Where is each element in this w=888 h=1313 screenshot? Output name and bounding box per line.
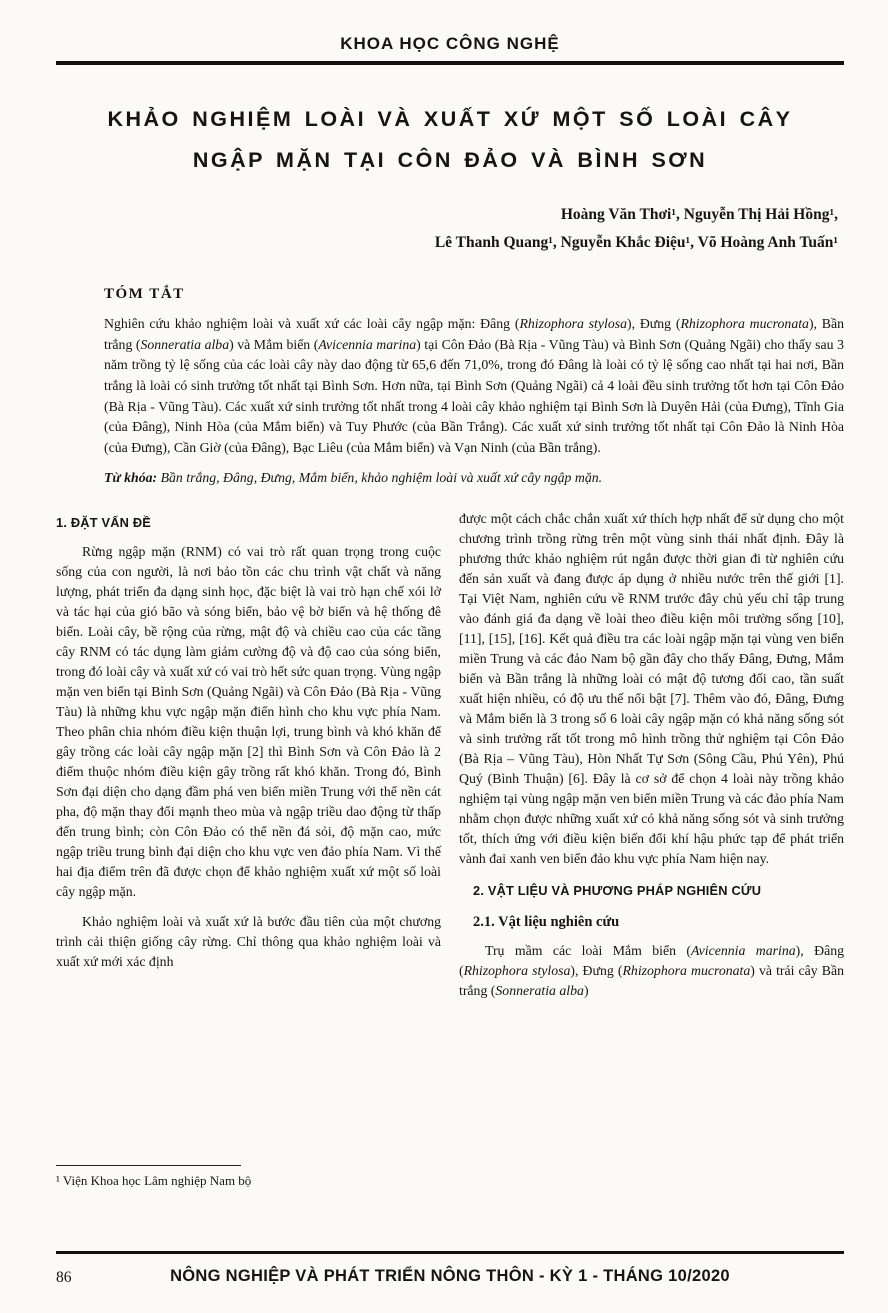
intro-paragraph-1: Rừng ngập mặn (RNM) có vai trò rất quan trọng trong cuộc sống của con người, là nơi bảo tồn các chu trình vật chất và năng lượng, phát triển đa dạng sinh học, đặc biệt là vai trò hạn chế xói lở và tác hại của gió bão và sóng biển, bảo vệ bờ biển và hệ thống đê biển. Loài cây, bề rộng của rừng, mật độ và chiều cao của các tầng cây RNM có tác dụng làm giảm cường độ và độ cao của sóng biển, trong đó loài cây và xuất xứ có vai trò hết sức quan trọng. Vùng ngập mặn ven biển tại Bình Sơn (Quảng Ngãi) và Côn Đảo (Bà Rịa - Vũng Tàu) là những khu vực ngập mặn điển hình cho khu vực phía Nam. Theo phân chia nhóm điều kiện thuận lợi, trung bình và khó khăn để gây trồng các loài cây ngập mặn [2] thì Bình Sơn và Côn Đảo là 2 điểm thuộc nhóm điều kiện gây trồng rất khó khăn. Trong đó, Bình Sơn đại diện cho dạng đầm phá ven biển miền Trung với thể nền cát pha, độ mặn thay đổi mạnh theo mùa và ngập triều dao động từ thấp đến trung bình; còn Côn Đảo có thể nền đá sỏi, độ mặn cao, mức ngập triều trung bình đại diện cho khu vực ven đảo phía Nam. Vì thế hai địa điểm trên đã được chọn để khảo nghiệm xuất xứ một số loài cây ngập mặn. xyxy=(56,543,441,899)
header-rule xyxy=(56,61,844,65)
left-column xyxy=(56,509,441,1195)
section-1-heading: 1. ĐẶT VẤN ĐỀ xyxy=(56,514,152,530)
footnote-block xyxy=(56,1165,441,1195)
running-header xyxy=(56,34,844,65)
page-footer xyxy=(56,1251,844,1292)
article-title-line1: KHẢO NGHIỆM LOÀI VÀ XUẤT XỨ MỘT SỐ LOÀI CÂY xyxy=(107,107,793,131)
article-title-line2: NGẬP MẶN TẠI CÔN ĐẢO VÀ BÌNH SƠN xyxy=(192,147,708,172)
footnote-text: ¹ Viện Khoa học Lâm nghiệp Nam bộ xyxy=(56,1172,252,1188)
journal-section-title: KHOA HỌC CÔNG NGHỆ xyxy=(340,34,560,53)
authors-block xyxy=(56,201,844,258)
footnote-rule xyxy=(56,1165,241,1166)
section-2-1-heading: 2.1. Vật liệu nghiên cứu xyxy=(473,913,620,930)
keywords-line: Từ khóa: Bần trắng, Đâng, Đưng, Mắm biển, khảo nghiệm loài và xuất xứ cây ngập mặn. xyxy=(104,469,603,485)
intro-paragraph-3: được một cách chắc chắn xuất xứ thích hợp nhất để sử dụng cho một chương trình trồng rừng trên một vùng sinh thái nhất định. Đây là phương thức khảo nghiệm rút ngắn được thời gian đi từ nghiên cứu đến sản xuất và đang được áp dụng ở nhiều nước trên thế giới [1]. Tại Việt Nam, nghiên cứu về RNM trước đây chủ yếu chỉ tập trung vào đánh giá đa dạng về loài theo điều kiện môi trường sống [10], [11], [15], [16]. Kết quả điều tra các loài ngập mặn tại vùng ven biển miền Trung và các đảo Nam bộ gần đây cho thấy Đâng, Đưng, Mắm biển và Bần trắng là những loài có mật độ tương đối cao, tần suất xuất hiện nhiều, có độ ưu thế nổi bật [7]. Thêm vào đó, Đâng, Đưng và Mắm biển là 3 trong số 6 loài cây ngập mặn có khả năng sống sót và sinh trưởng rất tốt trong mô hình trồng thử nghiệm tại Côn Đảo (Bà Rịa – Vũng Tàu), Hòn Nhất Tự Sơn (Sông Cầu, Phú Yên), Phú Quý (Bình Thuận) [6]. Đây là cơ sở để chọn 4 loài này trồng khảo nghiệm tại vùng ngập mặn ven biển miền Trung và các đảo phía Nam nhằm chọn được những xuất xứ có khả năng sống sót và sinh trưởng tốt, thích ứng với điều kiện biến đổi khí hậu phức tạp để phát triển vành đai xanh ven biển đảo khu vực phía Nam hiện nay. xyxy=(459,510,844,866)
two-column-body xyxy=(56,509,844,1195)
footer-rule xyxy=(56,1251,844,1255)
abstract-text: Nghiên cứu khảo nghiệm loài và xuất xứ các loài cây ngập mặn: Đâng (Rhizophora stylosa), Đưng (Rhizophora mucronata), Bần trắng (Sonneratia alba) và Mắm biển (Avicennia marina) tại Côn Đảo (Bà Rịa - Vũng Tàu) và Bình Sơn (Quảng Ngãi) cho thấy sau 3 năm trồng tỷ lệ sống của các loài cây này dao động từ 65,6 đến 71,0%, trong đó Đâng là loài có tỷ lệ sống cao nhất tại hai nơi, Bần trắng là loài có sinh trưởng tốt nhất tại Bình Sơn. Hơn nữa, tại Bình Sơn (Quảng Ngãi) cả 4 loài đều sinh trưởng tốt hơn tại Côn Đảo (Bà Rịa - Vũng Tàu). Các xuất xứ sinh trưởng tốt nhất trong 4 loài cây khảo nghiệm tại Bình Sơn là Duyên Hải (của Đưng), Tĩnh Gia (của Đâng), Ninh Hòa (của Mắm biển) và Tuy Phước (của Bần Trắng). Các xuất xứ sinh trưởng tốt nhất tại Côn Đảo là Ninh Hòa (của Đưng), Cần Giờ (của Đâng), Bạc Liêu (của Mắm biển) và Vạn Ninh (của Bần trắng). xyxy=(104,316,845,456)
article-title xyxy=(56,99,844,181)
materials-paragraph: Trụ mầm các loài Mắm biển (Avicennia marina), Đâng (Rhizophora stylosa), Đưng (Rhizophora mucronata) và trái cây Bần trắng (Sonneratia alba) xyxy=(459,942,844,998)
journal-footer-title: NÔNG NGHIỆP VÀ PHÁT TRIỂN NÔNG THÔN - KỲ 1 - THÁNG 10/2020 xyxy=(170,1267,730,1285)
abstract-section xyxy=(56,286,844,489)
intro-paragraph-2: Khảo nghiệm loài và xuất xứ là bước đầu tiên của một chương trình cải thiện giống cây rừng. Chỉ thông qua khảo nghiệm loài và xuất xứ mới xác định xyxy=(56,913,441,969)
page-number: 86 xyxy=(56,1269,72,1286)
abstract-heading: TÓM TẮT xyxy=(104,286,185,303)
right-column xyxy=(459,509,844,1195)
authors-line2: Lê Thanh Quang¹, Nguyễn Khắc Điệu¹, Võ Hoàng Anh Tuấn¹ xyxy=(434,234,838,252)
authors-line1: Hoàng Văn Thơi¹, Nguyễn Thị Hải Hồng¹, xyxy=(560,205,838,223)
footer-row xyxy=(56,1267,844,1291)
section-2-heading: 2. VẬT LIỆU VÀ PHƯƠNG PHÁP NGHIÊN CỨU xyxy=(473,882,762,898)
